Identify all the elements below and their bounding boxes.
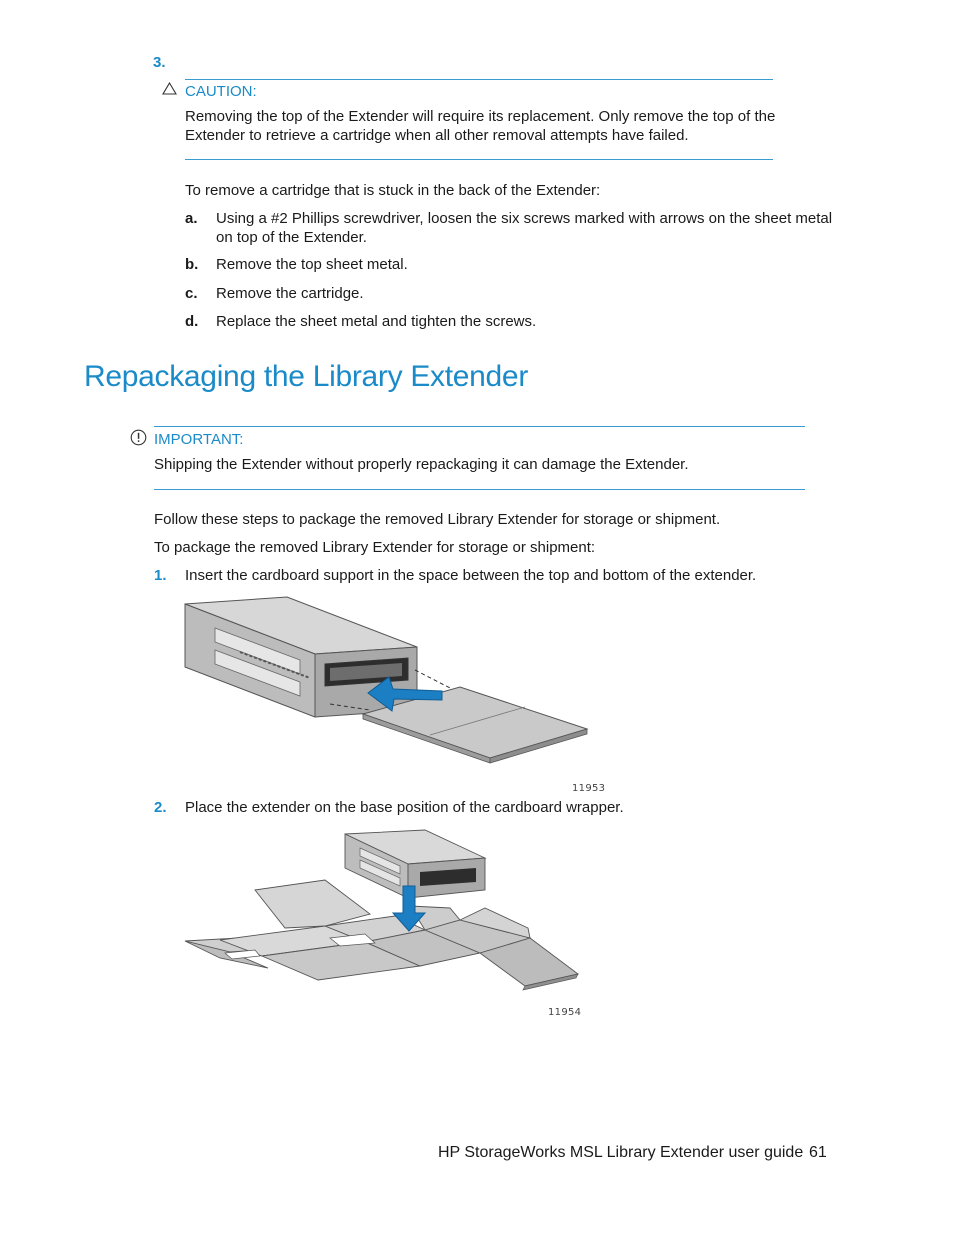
- repackaging-para1: Follow these steps to package the removed Library Extender for storage or shipment.: [154, 511, 721, 528]
- figure-insert-cardboard: [180, 592, 600, 770]
- substep-letter-d: d.: [185, 313, 199, 330]
- important-text: Shipping the Extender without properly repackaging it can damage the Extender.: [154, 456, 689, 473]
- step-number-2: 2.: [154, 799, 167, 816]
- stuck-cartridge-intro: To remove a cartridge that is stuck in the back of the Extender:: [185, 182, 601, 199]
- step-2-text: Place the extender on the base position of the cardboard wrapper.: [185, 799, 624, 816]
- caution-text-line2: Extender to retrieve a cartridge when all other removal attempts have failed.: [185, 127, 689, 144]
- figure-1-id: 11953: [572, 783, 606, 794]
- footer-guide-title: HP StorageWorks MSL Library Extender user guide: [438, 1144, 804, 1161]
- substep-letter-b: b.: [185, 256, 199, 273]
- caution-triangle-icon: [162, 82, 177, 99]
- substep-letter-a: a.: [185, 210, 198, 227]
- step-1-text: Insert the cardboard support in the space between the top and bottom of the extender.: [185, 567, 757, 584]
- footer-page-number: 61: [809, 1144, 827, 1161]
- important-top-rule: [154, 426, 805, 427]
- substep-a-line2: on top of the Extender.: [216, 229, 367, 246]
- section-title: Repackaging the Library Extender: [84, 360, 529, 393]
- important-exclamation-icon: [130, 429, 147, 450]
- caution-top-rule: [185, 79, 773, 80]
- caution-label: CAUTION:: [185, 83, 257, 100]
- important-bottom-rule: [154, 489, 805, 490]
- figure-2-id: 11954: [548, 1007, 582, 1018]
- substep-b-text: Remove the top sheet metal.: [216, 256, 408, 273]
- important-label: IMPORTANT:: [154, 431, 244, 448]
- step-number-3: 3.: [153, 54, 166, 71]
- caution-bottom-rule: [185, 159, 773, 160]
- repackaging-para2: To package the removed Library Extender for storage or shipment:: [154, 539, 596, 556]
- substep-a-line1: Using a #2 Phillips screwdriver, loosen the six screws marked with arrows on the sheet metal: [216, 210, 833, 227]
- figure-place-on-wrapper: [180, 828, 590, 998]
- caution-text-line1: Removing the top of the Extender will require its replacement. Only remove the top of the: [185, 108, 776, 125]
- substep-d-text: Replace the sheet metal and tighten the screws.: [216, 313, 537, 330]
- substep-letter-c: c.: [185, 285, 198, 302]
- step-number-1: 1.: [154, 567, 167, 584]
- substep-c-text: Remove the cartridge.: [216, 285, 364, 302]
